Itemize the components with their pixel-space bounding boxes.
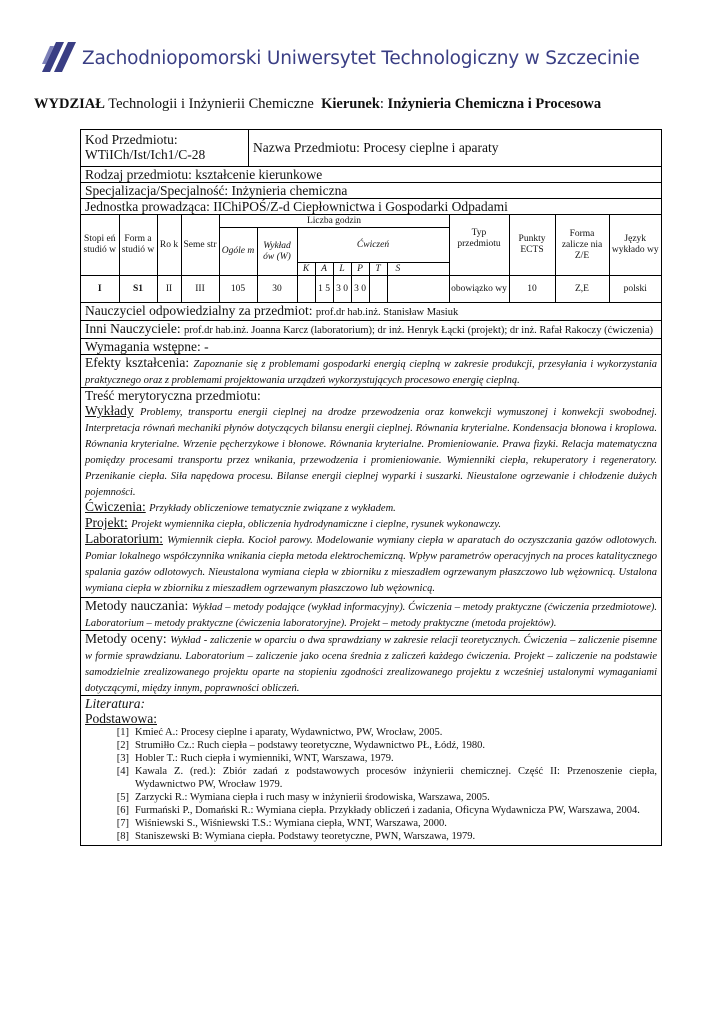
reference-item (85, 830, 657, 843)
others-label: Inni Nauczyciele: (85, 321, 181, 336)
sub-k: K (297, 263, 315, 276)
col-forma-zal: Forma zalicze nia Z/E (555, 215, 609, 276)
sub-p: P (351, 263, 369, 276)
val-a: 1 5 (315, 276, 333, 303)
reference-text: Staniszewski B: Wymiana ciepła. Podstawy teoretyczne, PWN, Warszawa, 1979. (135, 831, 476, 842)
val-typ: obowiązko wy (449, 276, 509, 303)
methods-text: Wykład – metody podające (wykład informacyjny). Ćwiczenia – metody praktyczne (ćwiczenia przedmiotowe). Laboratorium – metody praktyczne (ćwiczenia laboratoryjne). Projekt – metody praktyczne (metoda projektów). (85, 602, 657, 629)
methods-row (81, 598, 661, 631)
reference-text: Zarzycki R.: Wymiana ciepła i ruch masy w inżynierii środowiska, Warszawa, 2005. (135, 792, 490, 803)
reference-number: [1] (116, 727, 129, 738)
col-ects: Punkty ECTS (509, 215, 555, 276)
faculty-label: WYDZIAŁ (34, 96, 105, 112)
exercises-label: Ćwiczenia: (85, 499, 146, 514)
lecture-text: Problemy, transportu energii cieplnej na drodze przewodzenia oraz konwekcji wymuszonej i konwekcji swobodnej. Interpretacja równań mechaniki płynów dotyczących bilansu energii cieplnej. Równania kryterialne. Kondensacja błonowa i kroplowa. Równania kryterialne. Wrzenie pęcherzykowe i błonowe. Równania kryterialne. Promieniowanie. Prawa fizyki. Relacja matematyczna pomiędzy procesami transportu przez wnikania, przewodzenia i promieniowanie. Wymienniki ciepła, rekuperatory i regeneratory. Przenikanie ciepła. Siła napędowa procesu. Bilanse energii cieplnej wyparki i suszarki. Nieustalone ogrzewanie i chłodzenie dużych pojemności. (85, 407, 658, 498)
hours-header: Liczba godzin (219, 215, 449, 228)
sub-t: T (369, 263, 387, 276)
reference-item (85, 804, 657, 817)
university-name: Zachodniopomorski Uniwersytet Technologiczny w Szczecinie (82, 48, 640, 69)
course-name-cell (249, 130, 661, 166)
field-label: Kierunek (321, 96, 380, 112)
effects-text: Zapoznanie się z problemami gospodarki energią cieplną w zakresie produkcji, przesyłania i wykorzystania praktycznego oraz z problemami projektowania urządzeń wykorzystujących procesowo energię cieplną. (85, 359, 658, 386)
course-type: Rodzaj przedmiotu: kształcenie kierunkowe (81, 167, 661, 183)
project-label: Projekt: (85, 515, 128, 530)
reference-number: [2] (116, 740, 129, 751)
course-code: WTiICh/Ist/Ich1/C-28 (85, 147, 206, 162)
teacher-label: Nauczyciel odpowiedzialny za przedmiot: (85, 303, 313, 318)
course-id-row (81, 130, 661, 167)
val-wyklad: 30 (257, 276, 297, 303)
reference-item (85, 726, 657, 739)
assessment-text: Wykład - zaliczenie w oparciu o dwa sprawdziany w zakresie relacji teoretycznych. Ćwiczenia – zaliczenie pisemne w formie sprawdzianu. Laboratorium – zaliczenie jako ocena średnia z zaliczeń każdego ćwiczenia. Projekt – zaliczenie na podstawie samodzielnie zrealizowanego projektu oparte na stopieniu zgodności zrealizowanego projektu z wcześniej ustalonymi wymaganiami dotyczącymi, między innym, poprawności obliczeń. (85, 635, 658, 694)
reference-text: Hobler T.: Ruch ciepła i wymienniki, WNT, Warszawa, 1979. (135, 753, 394, 764)
col-cwiczen: Ćwiczeń (297, 228, 449, 263)
hours-grid (81, 215, 661, 303)
literature-basic-label: Podstawowa: (85, 711, 157, 726)
faculty-name: Technologii i Inżynierii Chemiczne (108, 96, 314, 112)
typ-spacer (449, 263, 509, 276)
reference-item (85, 765, 657, 791)
reference-number: [7] (116, 818, 129, 829)
col-semestr: Seme str (181, 215, 219, 276)
val-ogolem: 105 (219, 276, 257, 303)
teacher-name: prof.dr hab.inż. Stanisław Masiuk (315, 307, 459, 318)
val-jezyk: polski (609, 276, 661, 303)
course-code-cell (81, 130, 249, 166)
reference-item (85, 791, 657, 804)
reference-item (85, 817, 657, 830)
lab-label: Laboratorium: (85, 531, 163, 546)
course-specialization: Specjalizacja/Specjalność: Inżynieria chemiczna (81, 183, 661, 199)
col-forma: Form a studió w (119, 215, 157, 276)
reference-text: Wiśniewski S., Wiśniewski T.S.: Wymiana ciepła, WNT, Warszawa, 2000. (135, 818, 447, 829)
col-rok: Ro k (157, 215, 181, 276)
content-title: Treść merytoryczna przedmiotu: (85, 388, 261, 403)
literature-title: Literatura: (85, 696, 146, 711)
reference-number: [3] (116, 753, 129, 764)
reference-text: Strumiłło Cz.: Ruch ciepła – podstawy teoretyczne, Wydawnictwo PŁ, Łódź, 1980. (135, 740, 485, 751)
reference-number: [6] (116, 805, 129, 816)
reference-item (85, 739, 657, 752)
course-name-label: Nazwa Przedmiotu: (253, 140, 360, 155)
val-rok: II (157, 276, 181, 303)
reference-number: [8] (116, 831, 129, 842)
course-sheet (80, 129, 662, 846)
val-l: 3 0 (333, 276, 351, 303)
col-stopien: Stopi eń studió w (81, 215, 119, 276)
val-p: 3 0 (351, 276, 369, 303)
sub-a: A (315, 263, 333, 276)
teacher-row (81, 303, 661, 321)
val-forma-zal: Z,E (555, 276, 609, 303)
val-forma: S1 (119, 276, 157, 303)
literature-row (81, 696, 661, 845)
lab-text: Wymiennik ciepła. Kocioł parowy. Modelowanie wymiany ciepła w aparatach do oczyszczania gazów odlotowych. Pomiar lokalnego współczynnika wnikania ciepła metoda elektrochemiczną. Wpływ parametrów operacyjnych na proces katalitycznego spalania gazów odlotowych. Nieustalona wymiana ciepła w zbiorniku z mieszadłem ogrzewanym płaszczowo lub wężownicą. Ustalona wymiana ciepła w zbiorniku z mieszadłem ogrzewanym płaszczowo lub wężownicą. (85, 535, 657, 594)
reference-number: [4] (116, 766, 129, 777)
field-name: Inżynieria Chemiczna i Procesowa (387, 96, 602, 112)
col-jezyk: Język wykłado wy (609, 215, 661, 276)
val-ects: 10 (509, 276, 555, 303)
requirements: Wymagania wstępne: - (81, 339, 661, 355)
assessment-row (81, 631, 661, 696)
university-emblem-icon (40, 38, 76, 74)
project-text: Projekt wymiennika ciepła, obliczenia hydrodynamiczne i cieplne, rysunek wykonawczy. (131, 519, 501, 530)
val-t (369, 276, 387, 303)
effects-label: Efekty kształcenia: (85, 355, 190, 370)
val-k (297, 276, 315, 303)
reference-text: Furmański P., Domański R.: Wymiana ciepła. Przykłady obliczeń i zadania, Oficyna Wydawnicza PW, Warszawa, 2004. (135, 805, 640, 816)
reference-list (85, 726, 657, 845)
reference-item (85, 752, 657, 765)
reference-text: Kawala Z. (red.): Zbiór zadań z podstawowych procesów inżynierii chemicznej. Część II: Przenoszenie ciepła, Wydawnictwo PW, Wrocław 1979. (135, 766, 657, 790)
val-semestr: III (181, 276, 219, 303)
course-name: Procesy cieplne i aparaty (363, 140, 499, 155)
sub-l: L (333, 263, 351, 276)
content-row (81, 388, 661, 598)
val-stopien: I (81, 276, 119, 303)
assessment-label: Metody oceny: (85, 631, 167, 646)
others-row (81, 321, 661, 339)
sub-s: S (387, 263, 449, 276)
val-s (387, 276, 449, 303)
reference-text: Kmieć A.: Procesy cieplne i aparaty, Wydawnictwo, PW, Wrocław, 2005. (135, 727, 443, 738)
effects-row (81, 355, 661, 388)
reference-number: [5] (116, 792, 129, 803)
col-ogolem: Ogóle m (219, 228, 257, 276)
col-typ: Typ przedmiotu (449, 215, 509, 263)
lecture-label: Wykłady (85, 403, 134, 418)
faculty-line: WYDZIAŁ Technologii i Inżynierii Chemiczne Kierunek: Inżynieria Chemiczna i Procesowa (34, 96, 602, 112)
exercises-text: Przykłady obliczeniowe tematycznie związane z wykładem. (149, 503, 396, 514)
methods-label: Metody nauczania: (85, 598, 189, 613)
others-names: prof.dr hab.inż. Joanna Karcz (laboratorium); dr inż. Henryk Łącki (projekt); dr inż. Rafał Rakoczy (ćwiczenia) (183, 325, 654, 336)
course-unit: Jednostka prowadząca: IIChiPOŚ/Z-d Ciepłownictwa i Gospodarki Odpadami (81, 199, 661, 215)
col-wyklad: Wykład ów (W) (257, 228, 297, 276)
course-code-label: Kod Przedmiotu: (85, 132, 178, 147)
university-logo (40, 38, 700, 82)
